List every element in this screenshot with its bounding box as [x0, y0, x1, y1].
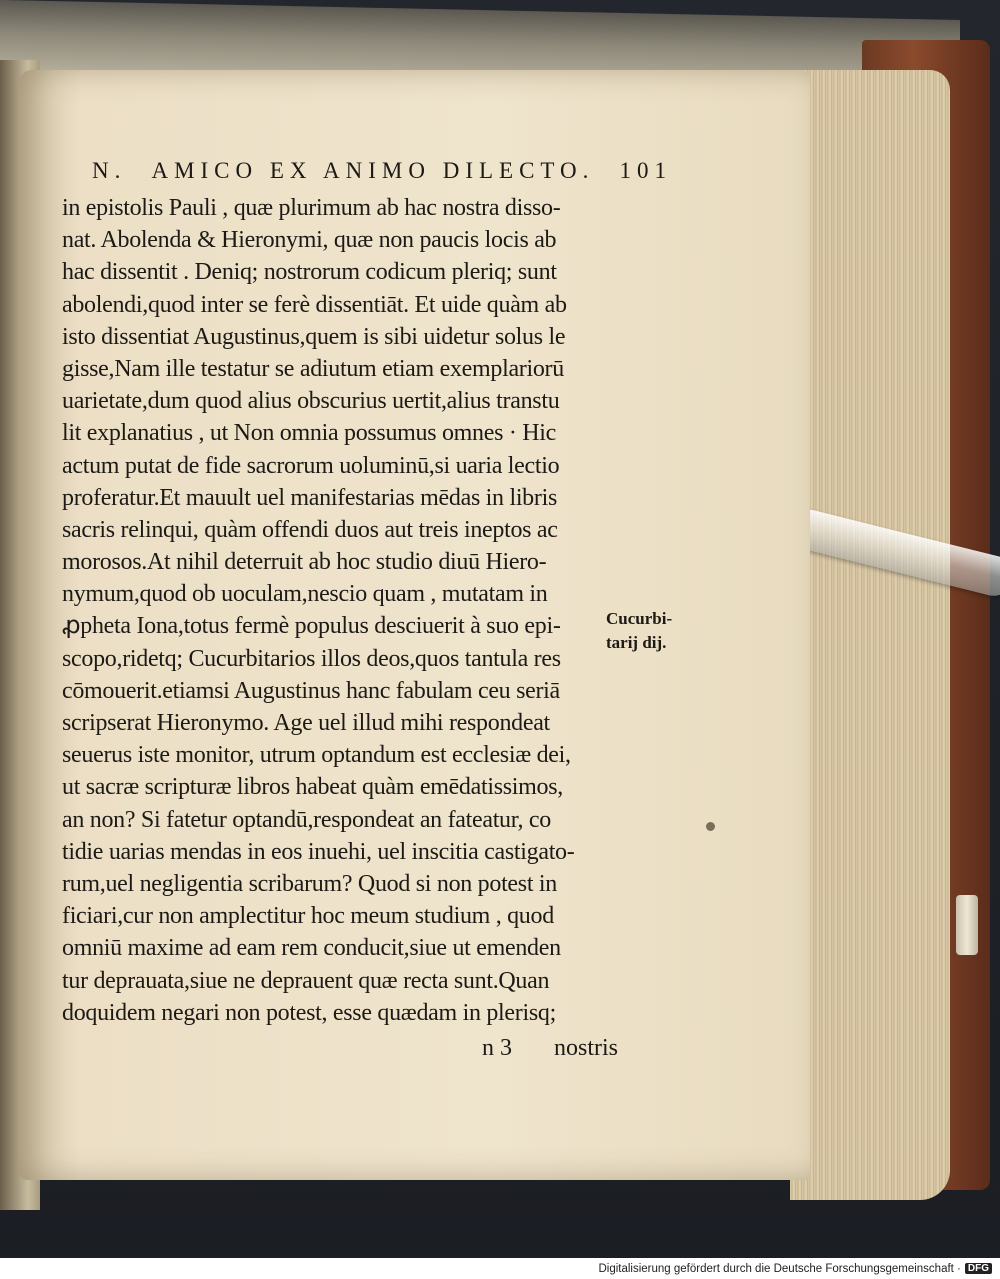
signature-mark: n 3	[481, 1034, 512, 1061]
text-line: ficiari,cur non amplectitur hoc meum studium , quod	[62, 903, 554, 930]
running-head-title: AMICO EX ANIMO DILECTO.	[151, 158, 595, 183]
catchword-line	[62, 1031, 622, 1065]
text-line: seuerus iste monitor, utrum optandum est ecclesiæ dei,	[62, 742, 571, 769]
text-line: ꝓpheta Iona,totus fermè populus desciuerit à suo epi-	[62, 613, 561, 640]
marginal-note	[606, 607, 672, 655]
text-line: cōmouerit.etiamsi Augustinus hanc fabulam ceu seriā	[62, 677, 560, 704]
text-line: actum putat de fide sacrorum uoluminū,si uaria lectio	[62, 452, 560, 479]
text-line: nymum,quod ob uoculam,nescio quam , mutatam in	[62, 581, 548, 608]
text-line: in epistolis Pauli , quæ plurimum ab hac nostra disso-	[62, 195, 561, 221]
text-line: scopo,ridetq; Cucurbitarios illos deos,quos tantula res	[62, 645, 561, 672]
running-head-left: N.	[92, 158, 127, 183]
digitization-footer	[0, 1258, 1000, 1279]
text-line: ut sacræ scripturæ libros habeat quàm emēdatissimos,	[62, 774, 563, 801]
funding-credit: Digitalisierung gefördert durch die Deutsche Forschungsgemeinschaft ·	[598, 1262, 961, 1275]
page-clip	[956, 895, 978, 955]
text-line: gisse,Nam ille testatur se adiutum etiam exemplariorū	[62, 355, 564, 382]
text-line: scripserat Hieronymo. Age uel illud mihi respondeat	[62, 710, 550, 736]
text-line: abolendi,quod inter se ferè dissentiāt. Et uide quàm ab	[62, 291, 567, 318]
text-line: uarietate,dum quod alius obscurius uertit,alius transtu	[62, 388, 560, 415]
page-edges	[790, 70, 950, 1200]
ink-speck	[706, 822, 715, 831]
folio-number: 101	[619, 158, 672, 183]
text-line: tidie uarias mendas in eos inuehi, uel inscitia castigato-	[62, 838, 575, 865]
catchword: nostris	[553, 1034, 618, 1061]
text-line: omniū maxime ad eam rem conducit,siue ut emenden	[62, 935, 561, 962]
text-line: an non? Si fatetur optandū,respondeat an fateatur, co	[62, 806, 551, 833]
text-line: doquidem negari non potest, esse quædam in plerisq;	[62, 999, 556, 1026]
text-line: isto dissentiat Augustinus,quem is sibi uidetur solus le	[62, 323, 566, 350]
dfg-logo-icon: DFG	[965, 1263, 992, 1274]
text-line: morosos.At nihil deterruit ab hoc studio diuū Hiero-	[62, 549, 547, 576]
text-line: nat. Abolenda & Hieronymi, quæ non paucis locis ab	[62, 227, 557, 254]
text-line: hac dissentit . Deniq; nostrorum codicum pleriq; sunt	[62, 259, 557, 286]
text-line: tur deprauata,siue ne deprauent quæ recta sunt.Quan	[62, 967, 550, 994]
text-line: proferatur.Et mauult uel manifestarias mēdas in libris	[62, 484, 557, 511]
text-line: sacris relinqui, quàm offendi duos aut treis ineptos ac	[62, 516, 558, 543]
marginal-note-line: tarij dij.	[606, 633, 667, 652]
marginal-note-line: Cucurbi-	[606, 609, 673, 628]
running-head	[92, 158, 672, 192]
text-line: lit explanatius , ut Non omnia possumus omnes · Hic	[62, 420, 556, 447]
text-line: rum,uel negligentia scribarum? Quod si non potest in	[62, 870, 557, 897]
